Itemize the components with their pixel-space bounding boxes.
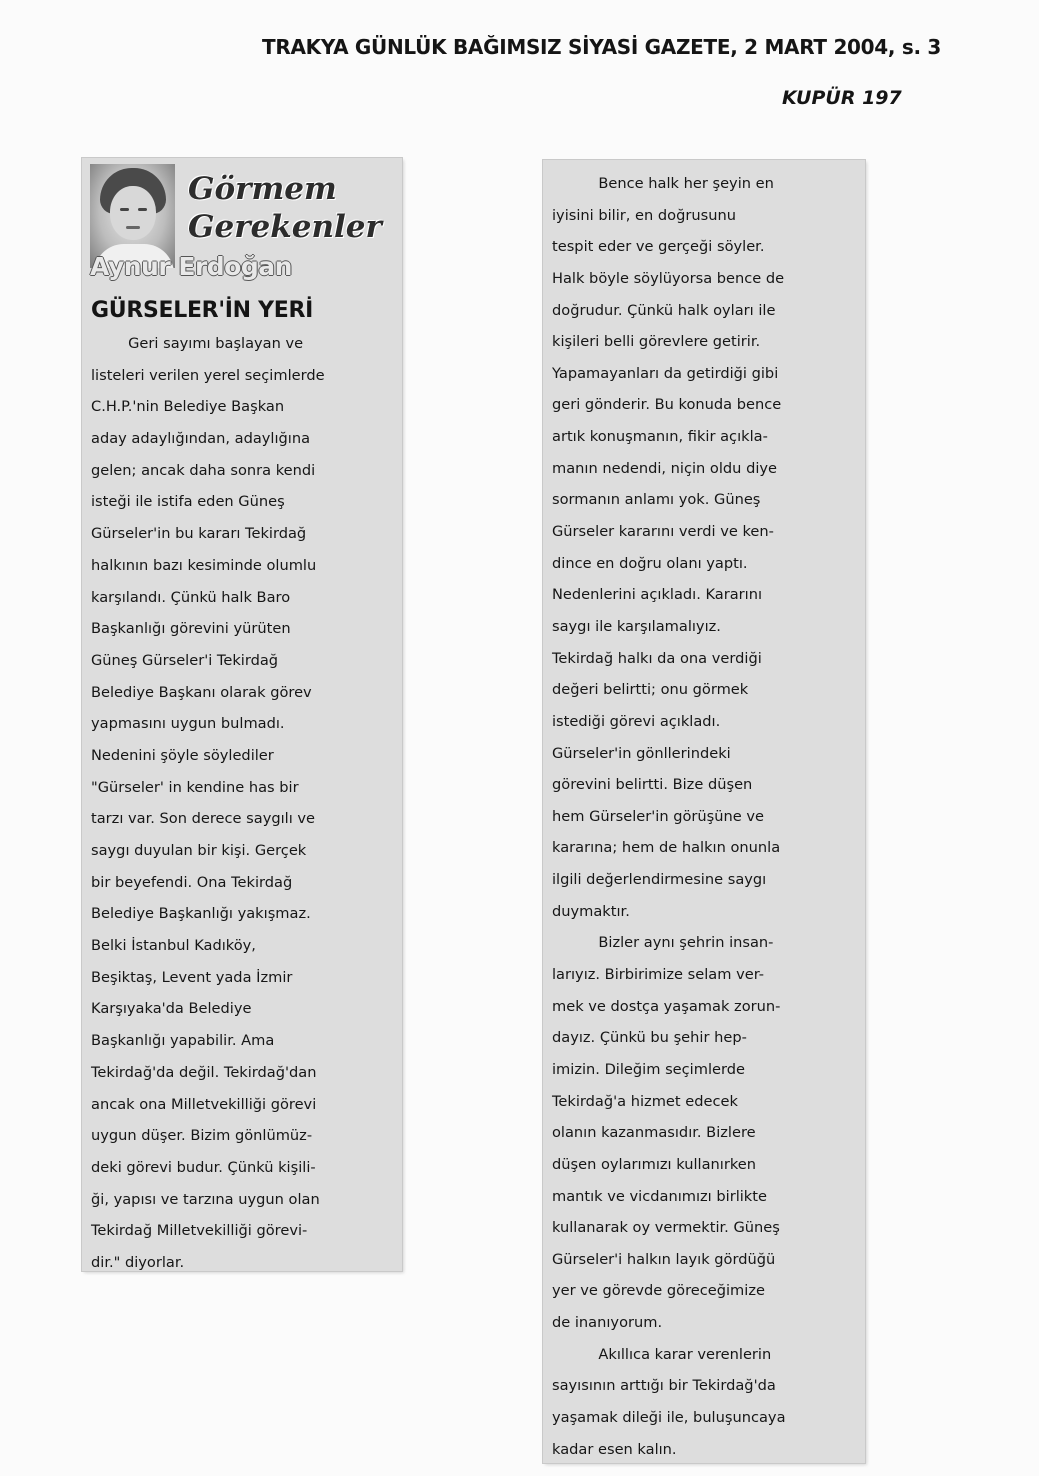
text-line: görevini belirtti. Bize düşen	[552, 776, 753, 794]
text-line: Gürseler'in bu kararı Tekirdağ	[91, 525, 307, 543]
text-line: tarzı var. Son derece saygılı ve	[91, 810, 316, 828]
text-line: Belediye Başkanlığı yakışmaz.	[91, 905, 311, 923]
text-line: Akıllıca karar verenlerin	[552, 1345, 772, 1363]
text-line: mek ve dostça yaşamak zorun-	[552, 997, 781, 1015]
text-line: ancak ona Milletvekilliği görevi	[91, 1095, 317, 1113]
text-line: ilgili değerlendirmesine saygı	[552, 871, 767, 889]
text-line: mantık ve vicdanımızı birlikte	[552, 1187, 767, 1205]
text-line: artık konuşmanın, fikir açıkla-	[552, 428, 768, 446]
text-line: olanın kazanmasıdır. Bizlere	[552, 1124, 756, 1142]
text-line: listeleri verilen yerel seçimlerde	[91, 366, 325, 384]
text-line: kullanarak oy vermektir. Güneş	[552, 1219, 780, 1237]
text-line: halkının bazı kesiminde olumlu	[91, 556, 317, 574]
clipping-left-column	[82, 158, 402, 1271]
text-line: sormanın anlamı yok. Güneş	[552, 491, 761, 509]
text-line: tespit eder ve gerçeği söyler.	[552, 238, 765, 256]
text-line: Güneş Gürseler'i Tekirdağ	[91, 651, 279, 669]
text-line: Tekirdağ Milletvekilliği görevi-	[91, 1222, 308, 1240]
text-line: isteği ile istifa eden Güneş	[91, 493, 285, 511]
column-title	[178, 170, 382, 246]
text-line: değeri belirtti; onu görmek	[552, 681, 749, 699]
text-line: kararına; hem de halkın onunla	[552, 839, 781, 857]
text-line: geri gönderir. Bu konuda bence	[552, 396, 782, 414]
text-line: Nedenini şöyle söylediler	[91, 746, 274, 764]
text-line: Belediye Başkanı olarak görev	[91, 683, 312, 701]
text-line: doğrudur. Çünkü halk oyları ile	[552, 301, 776, 319]
text-line: istediği görevi açıkladı.	[552, 712, 721, 730]
text-line: düşen oylarımızı kullanırken	[552, 1155, 756, 1173]
text-line: Halk böyle söylüyorsa bence de	[552, 269, 785, 287]
text-line: duymaktır.	[552, 902, 630, 920]
author-name: Aynur Erdoğan	[90, 252, 292, 281]
text-line: yapmasını uygun bulmadı.	[91, 715, 285, 733]
text-line: yaşamak dileği ile, buluşuncaya	[552, 1408, 786, 1426]
text-line: Bizler aynı şehrin insan-	[552, 934, 774, 952]
column-title-line2: Gerekenler	[188, 209, 382, 245]
text-line: kişileri belli görevlere getirir.	[552, 333, 761, 351]
text-line: Beşiktaş, Levent yada İzmir	[91, 968, 293, 986]
text-line: Nedenlerini açıkladı. Kararını	[552, 586, 763, 604]
text-line: Tekirdağ halkı da ona verdiği	[552, 649, 762, 667]
text-line: Geri sayımı başlayan ve	[91, 335, 304, 352]
article-headline: GÜRSELER'İN YERİ	[91, 298, 313, 323]
right-article-body	[552, 168, 786, 1465]
text-line: iyisini bilir, en doğrusunu	[552, 206, 736, 224]
left-article-body	[91, 328, 325, 1279]
text-line: manın nedendi, niçin oldu diye	[552, 459, 778, 477]
text-line: saygı ile karşılamalıyız.	[552, 617, 721, 635]
text-line: dince en doğru olanı yaptı.	[552, 554, 748, 572]
text-line: yer ve görevde göreceğimize	[552, 1282, 765, 1300]
text-line: saygı duyulan bir kişi. Gerçek	[91, 842, 307, 859]
text-line: dayız. Çünkü bu şehir hep-	[552, 1029, 747, 1047]
text-line: C.H.P.'nin Belediye Başkan	[91, 398, 285, 416]
text-line: Gürseler kararını verdi ve ken-	[552, 523, 774, 541]
text-line: imizin. Dileğim seçimlerde	[552, 1060, 745, 1078]
column-title-line1: Görmem	[188, 171, 337, 207]
clipping-right-column	[543, 160, 865, 1463]
text-line: deki görevi budur. Çünkü kişili-	[91, 1158, 316, 1176]
text-line: Karşıyaka'da Belediye	[91, 1000, 252, 1018]
text-line: Başkanlığı görevini yürüten	[91, 620, 291, 638]
text-line: gelen; ancak daha sonra kendi	[91, 461, 316, 479]
text-line: Belki İstanbul Kadıköy,	[91, 937, 256, 955]
text-line: aday adaylığından, adaylığına	[91, 430, 311, 448]
text-line: Tekirdağ'da değil. Tekirdağ'dan	[91, 1063, 317, 1081]
text-line: Bence halk her şeyin en	[552, 175, 774, 192]
text-line: hem Gürseler'in görüşüne ve	[552, 807, 764, 825]
text-line: Gürseler'in gönllerindeki	[552, 744, 731, 762]
text-line: karşılandı. Çünkü halk Baro	[91, 588, 291, 606]
text-line: dir." diyorlar.	[91, 1253, 185, 1271]
text-line: larıyız. Birbirimize selam ver-	[552, 966, 765, 984]
text-line: kadar esen kalın.	[552, 1440, 677, 1458]
text-line: Gürseler'i halkın layık gördüğü	[552, 1250, 776, 1268]
text-line: uygun düşer. Bizim gönlümüz-	[91, 1127, 313, 1145]
clipping-number: KUPÜR 197	[782, 87, 902, 109]
text-line: Yapamayanları da getirdiği gibi	[552, 364, 779, 382]
text-line: "Gürseler' in kendine has bir	[91, 778, 299, 796]
newspaper-header: TRAKYA GÜNLÜK BAĞIMSIZ SİYASİ GAZETE, 2 MART 2004, s. 3	[262, 35, 942, 59]
text-line: Başkanlığı yapabilir. Ama	[91, 1032, 275, 1050]
text-line: bir beyefendi. Ona Tekirdağ	[91, 873, 293, 891]
text-line: de inanıyorum.	[552, 1314, 663, 1332]
text-line: Tekirdağ'a hizmet edecek	[552, 1092, 738, 1110]
text-line: sayısının arttığı bir Tekirdağ'da	[552, 1377, 776, 1395]
text-line: ği, yapısı ve tarzına uygun olan	[91, 1190, 320, 1208]
